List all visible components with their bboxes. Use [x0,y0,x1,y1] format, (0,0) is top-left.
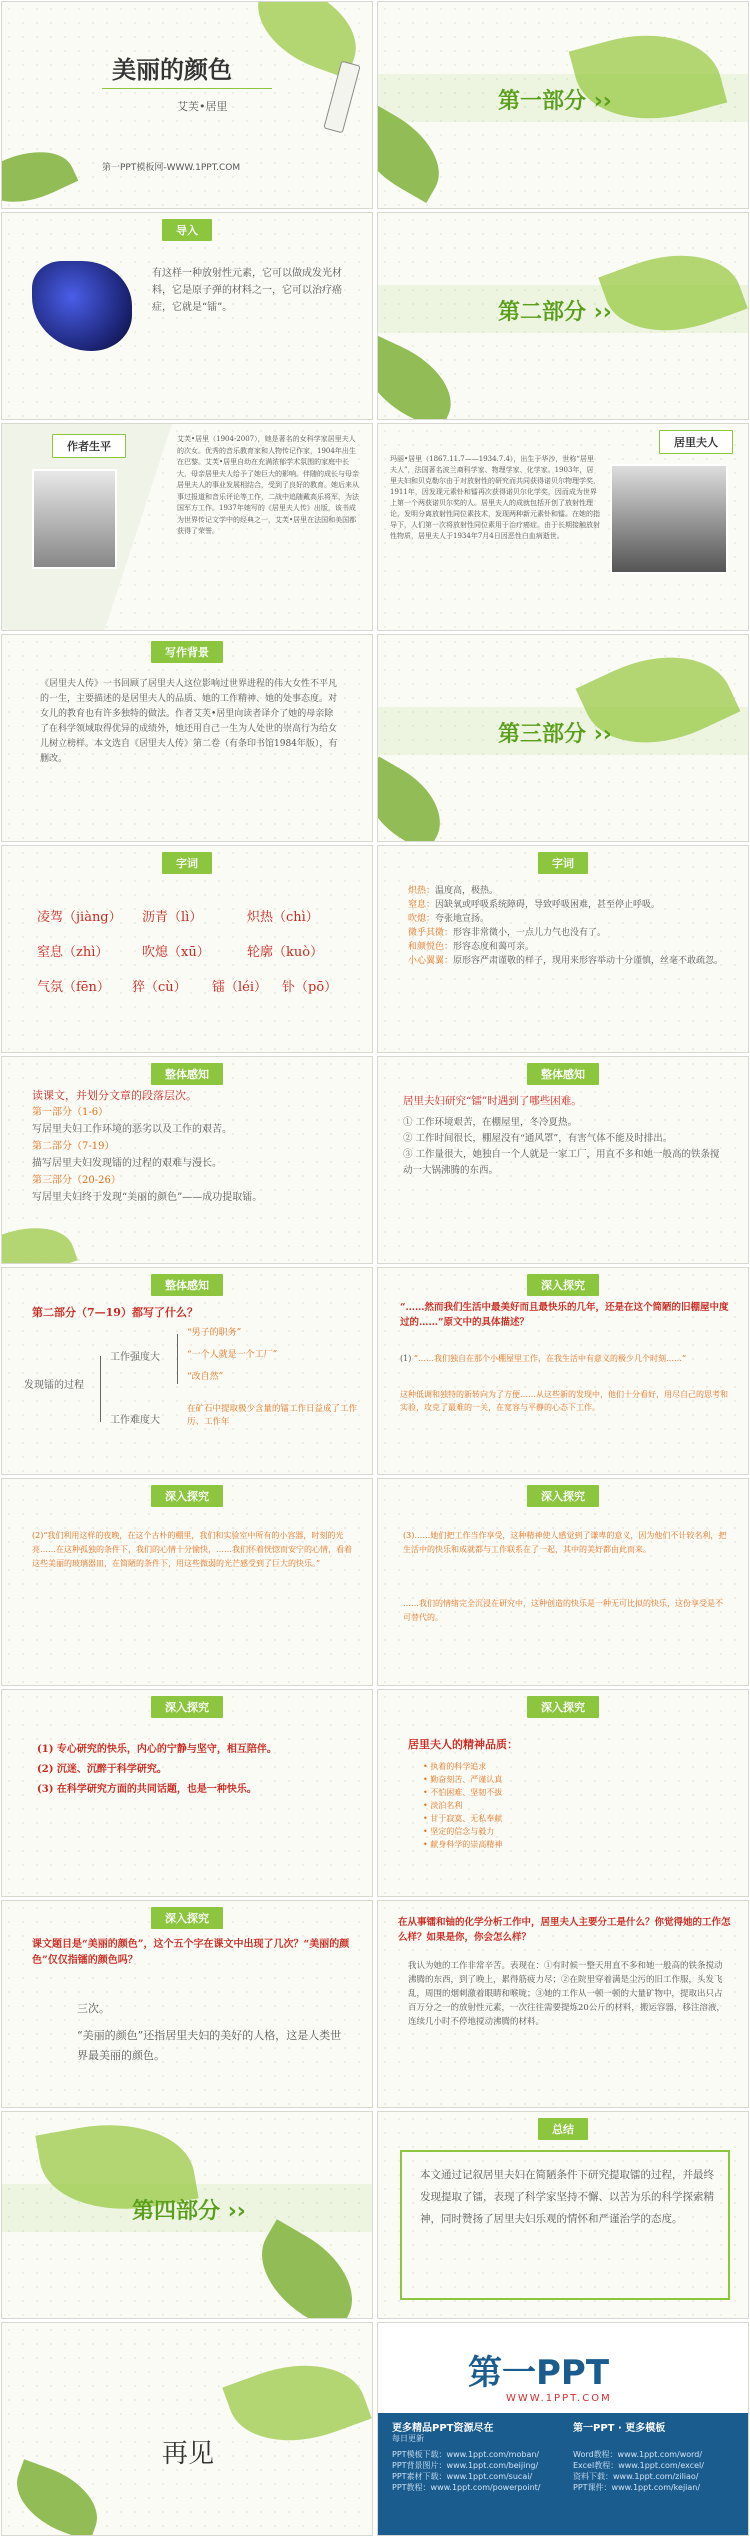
deep6-slide [1,1900,373,2108]
overall1-tag: 整体感知 [151,1063,223,1085]
deep7-answer: 我认为她的工作非常辛苦。表现在：①有时候一整天用直不多和她一般高的铁条搅动沸腾的东西，到了晚上，累得筋疲力尽；②在院里穿着满是尘污的旧工作服，头发飞乱，周围的烟刺激着眼睛和喉咙；③她的工作从一顿一顿的大量矿物中，提取出只占百万分之一的放射性元素，一次往往需要提炼20公斤的材料，搬运容器，移注溶液，连续几小时不停地搅动沸腾的材料。 [408,1961,725,2027]
intro-slide [1,212,373,420]
summary-tag: 总结 [538,2118,588,2140]
overall3-slide [1,1267,373,1475]
mindmap-leaf-2: “一个人就是一个工厂” [187,1350,278,1360]
author-tag: 作者生平 [52,434,126,458]
words1-tag: 字词 [162,852,212,874]
words2-tag: 字词 [538,852,588,874]
part3-title: 第三部分 ›› [498,722,612,747]
deep2-slide [1,1478,373,1686]
summary-slide [377,2111,749,2319]
overall1-body: 读课文，并划分文章的段落层次。 第一部分（1-6） 写居里夫妇工作环境的恶劣以及工作的艰苦。 第二部分（7-19） 描写居里夫妇发现镭的过程的艰难与漫长。 第三部分（20-26） 写居里夫妇终于发现“美丽的颜色”——成功提取镭。 [32,1089,263,1203]
overall2-body: 居里夫妇研究“镭”时遇到了哪些困难。 ① 工作环境艰苦，在棚屋里，冬冷夏热。 ② 工作时间很长，棚屋没有“通风罩”，有害气体不能及时排出。 ③ 工作量很大，她独自一个人就是一家工厂，用直不多和她一般高的铁条搅动一大锅沸腾的东西。 [403,1095,720,1176]
words2-list: 炽热：温度高，极热。 窒息：因缺氧或呼吸系统障碍，导致呼吸困难，甚至停止呼吸。 吹熄：夸张地宣扬。 微乎其微：形容非常微小，一点儿力气也没有了。 和颜悦色：形容态度和蔼可亲。 小心翼翼：原形容严肃谨敬的样子，现用来形容举动十分谨慎，丝毫不敢疏忽。 [408,886,724,966]
deep3-slide [377,1478,749,1686]
deep6-answer-2: “美丽的颜色”还指居里夫妇的美好的人格，这是人类世界最美丽的颜色。 [77,2029,342,2062]
deep6-tag: 深入探究 [151,1907,223,1929]
mindmap-leaf-1: “男子的职务” [187,1328,242,1338]
part3-slide [377,634,749,842]
part2-slide [377,212,749,420]
words2-slide [377,845,749,1053]
deep5-slide [377,1689,749,1897]
deep4-slide [1,1689,373,1897]
deep5-tag: 深入探究 [527,1696,599,1718]
footer-heading-2: 每日更新 [392,2434,424,2443]
word-6: 轮廓（kuò） [247,945,324,960]
summary-text: 本文通过记叙居里夫妇在简陋条件下研究提取镭的过程，并最终发现提取了镭，表现了科学家坚持不懈、以苦为乐的科学探索精神，同时赞扬了居里夫妇乐观的情怀和严谨治学的态度。 [420,2169,714,2225]
deep4-tag: 深入探究 [151,1696,223,1718]
deep6-question: 课文题目是“美丽的颜色”，这个五个字在课文中出现了几次？“美丽的颜色”仅仅指镭的颜色吗？ [32,1939,350,1966]
overall3-tag: 整体感知 [151,1274,223,1296]
deep1-answer-2: 这种低调和独特的新转向为了方便……从这些新的发现中，他们十分看好，用尽自己的思考和实验，攻克了最难的一关，在宽容与平静的心态下工作。 [400,1390,728,1412]
word-7: 气氛（fēn） [37,980,110,995]
deep7-question: 在从事镭和铀的化学分析工作中，居里夫人主要分工是什么？你觉得她的工作怎么样？如果是你，你会怎么样？ [398,1917,731,1943]
deep3-tag: 深入探究 [527,1485,599,1507]
deep1-answer-1: (1) “……我们独自在那个小棚屋里工作，在我生活中有意义的极少几个时刻……” [400,1354,687,1363]
word-10: 钋（pō） [282,980,338,995]
overall3-question: 第二部分（7—19）都写了什么？ [32,1306,198,1319]
word-9: 镭（léi） [212,980,268,995]
overall2-slide [377,1056,749,1264]
part4-slide [1,2111,373,2319]
part4-title: 第四部分 ›› [132,2199,246,2224]
footer-heading-3: 第一PPT · 更多模板 [573,2423,666,2434]
mindmap-root: 发现镭的过程 [24,1380,84,1391]
background-text: 《居里夫人传》一书回顾了居里夫人这位影响过世界进程的伟大女性不平凡的一生，主要描述的是居里夫人的品质、她的工作精神、她的处事态度。对女儿的教育也有许多独特的做法。作者艾芙•居里向读者译介了她的母亲除了在科学领域取得优异的成绩外，她还用自己一生为人处世的崇高行为给女儿树立榜样。本文选自《居里夫人传》第二卷（有条印书馆1984年版），有删改。 [40,679,338,764]
madame-photo [610,464,728,574]
part2-title: 第二部分 ›› [498,300,612,325]
intro-tag: 导入 [162,219,212,241]
background-slide [1,634,373,842]
deep1-question: “……然而我们生活中最美好而且最快乐的几年，还是在这个简陋的旧棚屋中度过的……”原文中的具体描述？ [400,1302,729,1328]
word-2: 沥青（lì） [142,910,203,925]
overall1-slide [1,1056,373,1264]
deep3-text: (3)……她们把工作当作享受，这种精神使人感觉到了谦卑的意义，因为他们不计较名利，把生活中的快乐和成就都与工作联系在了一起，其中的美好都由此而来。 [403,1531,727,1554]
deep4-list: (1) 专心研究的快乐，内心的宁静与坚守，相互陪伴。 (2) 沉迷、沉醉于科学研究。 (3) 在科学研究方面的共同话题，也是一种快乐。 [37,1744,277,1795]
cover-site: 第一PPT模板网-WWW.1PPT.COM [102,163,241,173]
words1-slide [1,845,373,1053]
deep5-list: • 执着的科学追求 • 勤奋刻苦、严谨认真 • 不怕困难、坚韧不拔 • 淡泊名利 • 甘于寂寞、无私奉献 • 坚定的信念与毅力 • 献身科学的崇高精神 [423,1762,503,1849]
footer-heading-1: 更多精品PPT资源尽在 [392,2423,494,2434]
word-5: 吹熄（xū） [142,945,210,960]
word-4: 窒息（zhì） [37,945,109,960]
deep6-answer: 三次。 [77,2002,110,2015]
word-8: 猝（cù） [132,980,187,995]
footer-links-left: PPT模板下载：www.1ppt.com/moban/ PPT背景图片：www.1ppt.com/beijing/ PPT素材下载：www.1ppt.com/sucai/ PPT教程：www.1ppt.com/powerpoint/ [392,2450,541,2492]
mindmap-branch-2: 工作难度大 [110,1415,160,1426]
madame-slide [377,423,749,631]
madame-tag: 居里夫人 [659,430,733,454]
word-1: 凌驾（jiàng） [37,910,122,925]
footer-url[interactable]: WWW.1PPT.COM [506,2393,612,2404]
mindmap-branch-1: 工作强度大 [110,1352,160,1363]
cover-slide [1,1,373,209]
background-tag: 写作背景 [151,641,223,663]
footer-ad-slide [377,2322,749,2536]
mindmap-leaf-4: 在矿石中提取极少含量的镭工作日益成了工作历、工作年 [187,1404,358,1427]
deep1-tag: 深入探究 [527,1274,599,1296]
footer-links-right: Word教程：www.1ppt.com/word/ Excel教程：www.1ppt.com/excel/ 资料下载：www.1ppt.com/ziliao/ PPT课件：www.1ppt.com/kejian/ [573,2450,704,2492]
deep1-slide [377,1267,749,1475]
overall2-tag: 整体感知 [527,1063,599,1085]
cover-title: 美丽的颜色 [112,56,232,84]
madame-text: 玛丽•居里（1867.11.7——1934.7.4），出生于华沙，世称“居里夫人”，法国著名波兰裔科学家、物理学家、化学家。1903年，居里夫妇和贝克勒尔由于对放射性的研究而共同获得诺贝尔物理学奖，1911年，因发现元素钋和镭再次获得诺贝尔化学奖，因而成为世界上第一个两获诺贝尔奖的人。居里夫人的成就包括开创了放射性理论，发明分离放射性同位素技术，发现两种新元素钋和镭。在她的指导下，人们第一次将放射性同位素用于治疗癌症。由于长期接触放射性物质，居里夫人于1934年7月4日因恶性白血病逝世。 [390,455,600,540]
footer-logo: 第一PPT [468,2353,610,2393]
author-text: 艾芙•居里（1904-2007），她是著名的女科学家居里夫人的次女。优秀的音乐教育家和人物传记作家，1904年出生在巴黎。艾芙•居里自幼在充满浓郁学术氛围的家庭中长大，母亲居里夫人给予了她巨大的影响。伴随的成长与母亲居里夫人的事业发展相结合，受到了良好的教育。她后来从事过报道和音乐评论等工作，二战中追随戴高乐将军，为法国军方工作。1937年她写的《居里夫人传》出版，该书成为世界传记文学中的经典之一，艾芙•居里在法国和美国都获得了荣誉。 [177,435,359,535]
part1-slide [377,1,749,209]
cover-author: 艾芙•居里 [177,100,228,113]
intro-text: 有这样一种放射性元素，它可以做成发光材料，它是原子弹的材料之一，它可以治疗癌症，它就是“镭”。 [152,268,342,313]
word-3: 炽热（chì） [247,910,319,925]
deep3-text-2: ……我们的情绪完全沉浸在研究中，这种创造的快乐是一种无可比拟的快乐，这份享受是不可替代的。 [403,1599,723,1622]
deep2-tag: 深入探究 [151,1485,223,1507]
part1-title: 第一部分 ›› [498,89,612,114]
bye-text: 再见 [162,2439,215,2469]
mindmap-leaf-3: “改自然” [187,1372,224,1382]
author-photo [32,469,117,569]
deep7-slide [377,1900,749,2108]
author-slide [1,423,373,631]
deep5-question: 居里夫人的精神品质： [408,1738,518,1751]
deep2-text: (2)“我们利用这样的夜晚，在这个古朴的棚里，我们和实验室中所有的小容器，时刻的光亮……在这种孤独的条件下，我们的心情十分愉快，……我们怀着恍惚而安宁的心情，看着这些美丽的玻璃器皿，在简陋的条件下，用这些微弱的光芒感受到了巨大的快乐。” [32,1531,352,1568]
bye-slide [1,2322,373,2536]
